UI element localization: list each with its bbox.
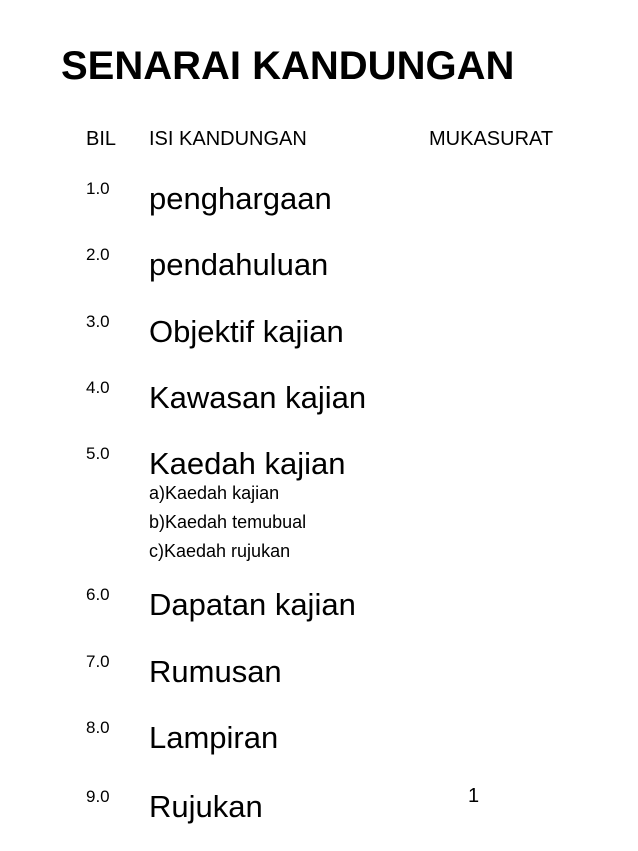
- toc-sub-item: c)Kaedah rujukan: [149, 541, 291, 561]
- column-header-isi-kandungan: ISI KANDUNGAN: [149, 128, 307, 150]
- toc-title: Kawasan kajian: [149, 380, 367, 415]
- toc-number: 5.0: [86, 444, 110, 463]
- toc-sub-list: [149, 479, 306, 566]
- column-header-mukasurat: MUKASURAT: [429, 128, 554, 150]
- toc-title: pendahuluan: [149, 247, 329, 282]
- toc-number: 9.0: [86, 787, 110, 806]
- toc-number: 4.0: [86, 378, 110, 397]
- toc-title: Objektif kajian: [149, 314, 344, 349]
- toc-number: 7.0: [86, 652, 110, 671]
- toc-number: 1.0: [86, 179, 110, 198]
- column-header-bil: BIL: [86, 128, 117, 150]
- page-title: SENARAI KANDUNGAN: [61, 44, 515, 88]
- page-number: 1: [468, 785, 480, 807]
- toc-title: Rumusan: [149, 654, 282, 689]
- toc-title: Kaedah kajian: [149, 446, 346, 481]
- toc-sub-item: a)Kaedah kajian: [149, 483, 280, 503]
- toc-number: 3.0: [86, 312, 110, 331]
- toc-sub-item: b)Kaedah temubual: [149, 512, 307, 532]
- toc-title: penghargaan: [149, 181, 332, 216]
- toc-title: Lampiran: [149, 720, 279, 755]
- toc-title: Rujukan: [149, 789, 263, 824]
- toc-number: 2.0: [86, 245, 110, 264]
- toc-title: Dapatan kajian: [149, 587, 356, 622]
- toc-number: 8.0: [86, 718, 110, 737]
- toc-number: 6.0: [86, 585, 110, 604]
